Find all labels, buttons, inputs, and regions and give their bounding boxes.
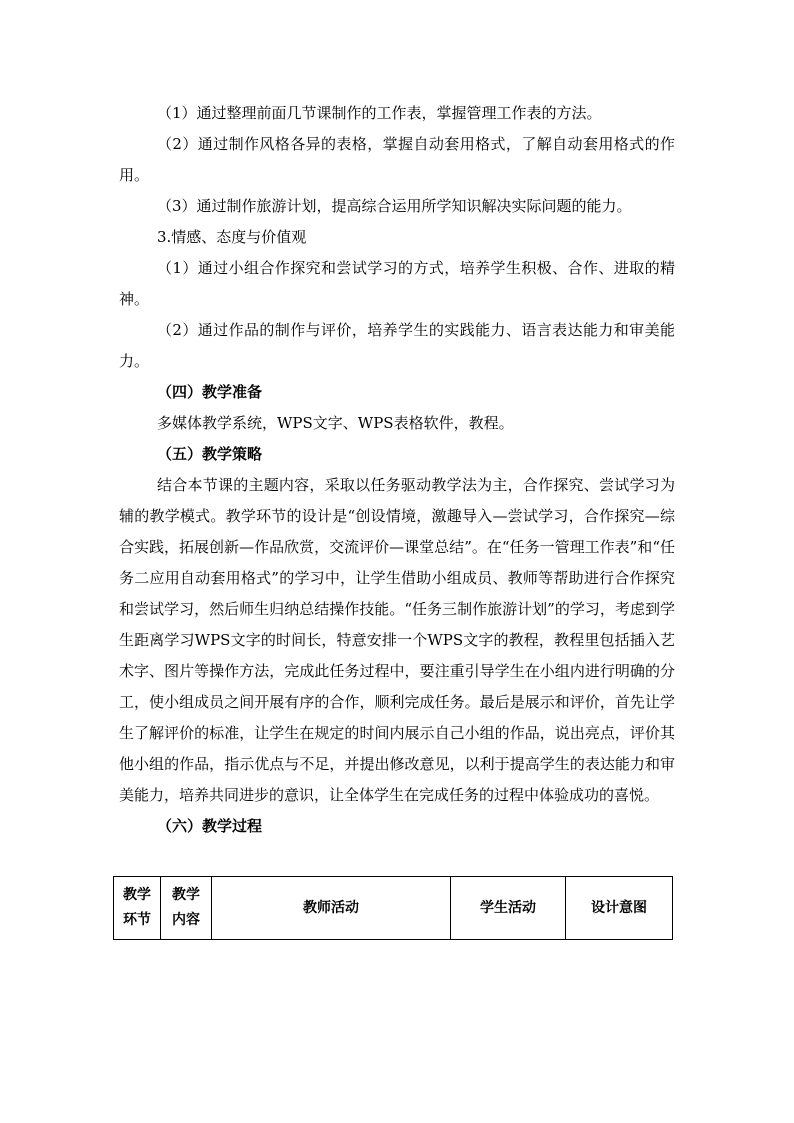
teaching-process-table-wrap [113, 876, 673, 940]
heading-teaching-process: （六）教学过程 [157, 817, 263, 835]
paragraph-objective-2: （2）通过制作风格各异的表格，掌握自动套用格式，了解自动套用格式的作用。 [119, 135, 675, 184]
header-line: 环节 [123, 912, 151, 928]
header-teaching-stage [114, 877, 161, 940]
paragraph-emotion-1: （1）通过小组合作探究和尝试学习的方式，培养学生积极、合作、进取的精神。 [119, 259, 675, 308]
table-header-row [114, 877, 673, 940]
heading-teaching-strategy: （五）教学策略 [157, 445, 263, 463]
header-design-intent [566, 877, 673, 940]
document-body [119, 98, 675, 842]
header-teacher-activity [212, 877, 451, 940]
heading-teaching-preparation: （四）教学准备 [157, 383, 263, 401]
header-line: 学生活动 [480, 899, 536, 916]
header-line: 内容 [172, 912, 200, 928]
paragraph-emotion-2: （2）通过作品的制作与评价，培养学生的实践能力、语言表达能力和审美能力。 [119, 321, 675, 370]
header-teaching-content [161, 877, 212, 940]
header-student-activity [451, 877, 566, 940]
paragraph-objective-3: （3）通过制作旅游计划，提高综合运用所学知识解决实际问题的能力。 [157, 197, 632, 215]
subheading-emotion-values: 3.情感、态度与价值观 [157, 228, 307, 246]
paragraph-objective-1: （1）通过整理前面几节课制作的工作表，掌握管理工作表的方法。 [157, 104, 602, 122]
header-line: 教学 [172, 887, 200, 903]
teaching-process-table [113, 876, 673, 940]
header-line: 教师活动 [303, 899, 359, 916]
paragraph-preparation: 多媒体教学系统，WPS文字、WPS表格软件，教程。 [157, 414, 514, 432]
header-line: 教学 [123, 887, 151, 903]
header-line: 设计意图 [591, 899, 647, 916]
paragraph-strategy: 结合本节课的主题内容，采取以任务驱动教学法为主，合作探究、尝试学习为辅的教学模式。教学环节的设计是“创设情境，激趣导入—尝试学习，合作探究—综合实践，拓展创新—作品欣赏，交流评价—课堂总结”。在“任务一管理工作表”和“任务二应用自动套用格式”的学习中，让学生借助小组成员、教师等帮助进行合作探究和尝试学习，然后师生归纳总结操作技能。“任务三制作旅游计划”的学习，考虑到学生距离学习WPS文字的时间长，特意安排一个WPS文字的教程，教程里包括插入艺术字、图片等操作方法，完成此任务过程中，要注重引导学生在小组内进行明确的分工，使小组成员之间开展有序的合作，顺利完成任务。最后是展示和评价，首先让学生了解评价的标准，让学生在规定的时间内展示自己小组的作品，说出亮点，评价其他小组的作品，指示优点与不足，并提出修改意见，以利于提高学生的表达能力和审美能力，培养共同进步的意识，让全体学生在完成任务的过程中体验成功的喜悦。 [119, 476, 675, 804]
